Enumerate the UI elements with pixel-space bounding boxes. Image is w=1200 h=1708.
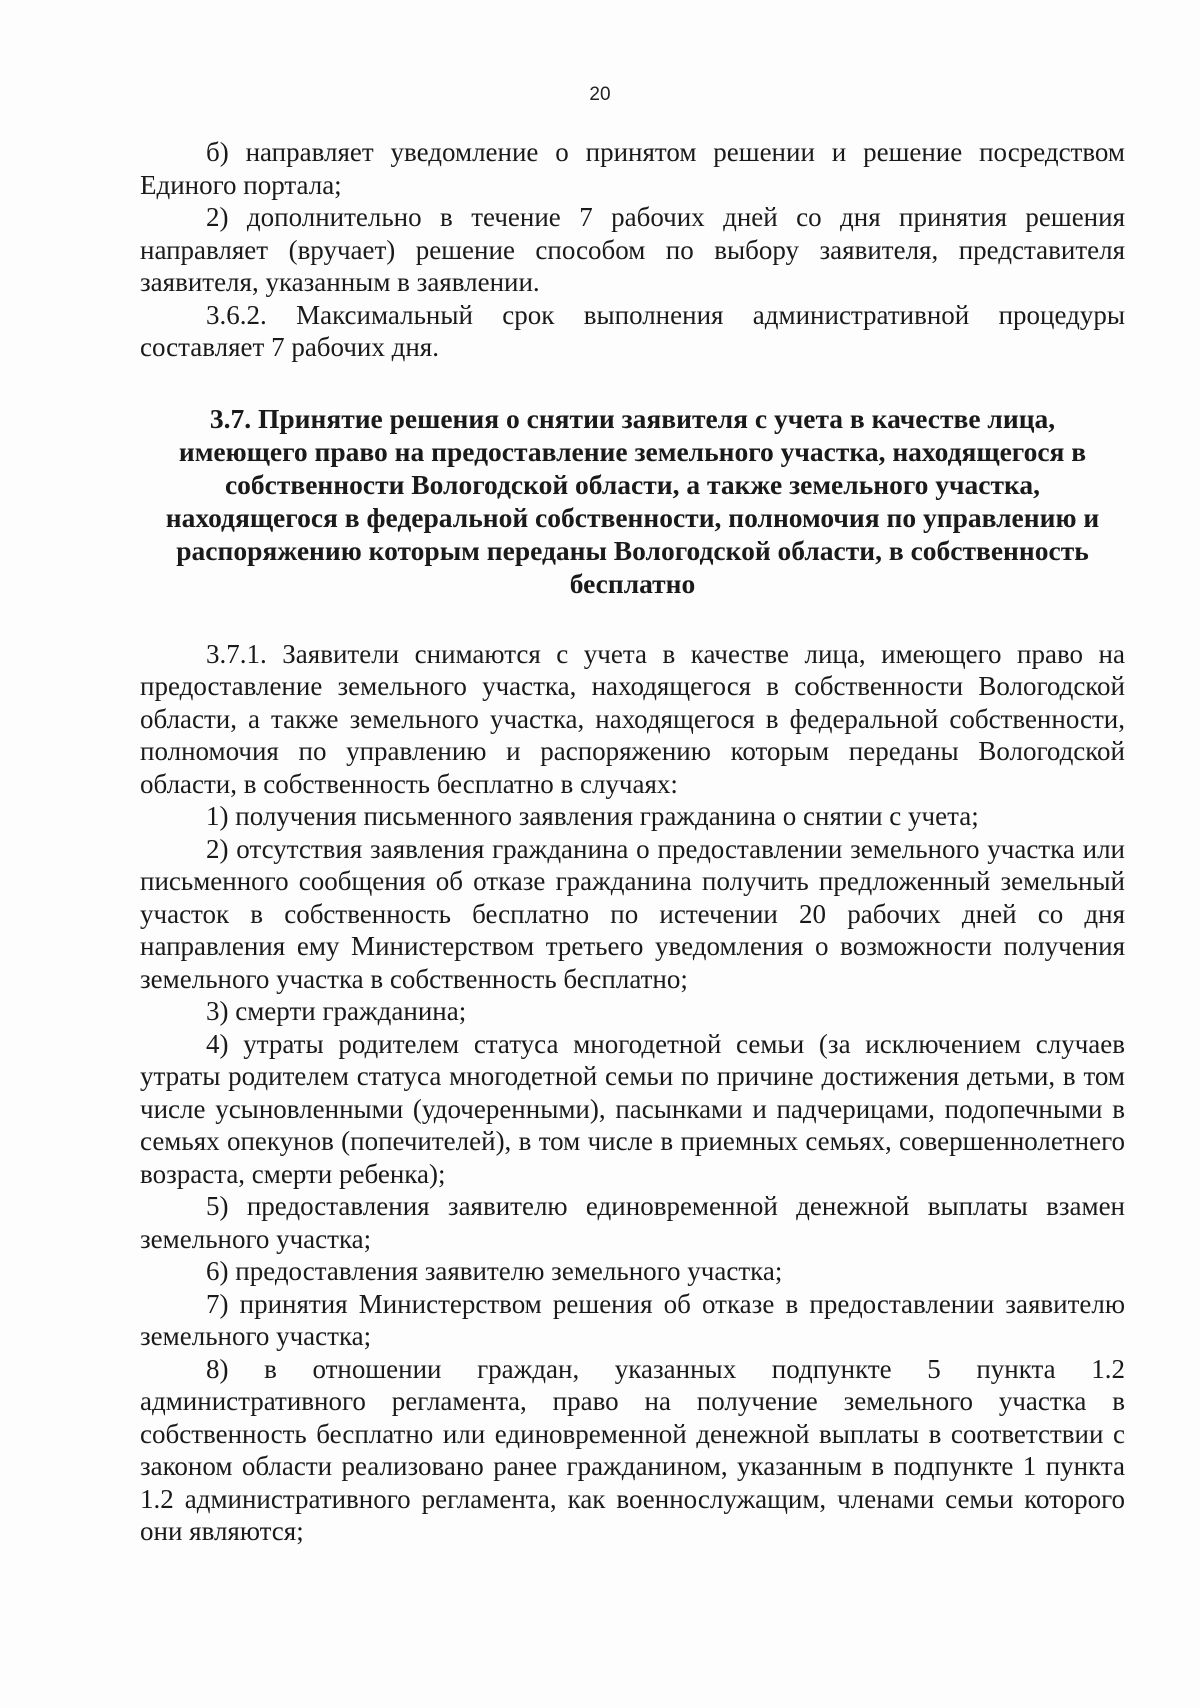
page-number: 20: [589, 84, 611, 105]
list-item-1: 1) получения письменного заявления гражданина о снятии с учета;: [206, 801, 979, 831]
section-title: [150, 402, 1115, 600]
list-item-5: 5) предоставления заявителю единовременной денежной выплаты взамен земельного участка;: [140, 1191, 1125, 1254]
section-title-line: бесплатно: [569, 567, 696, 599]
list-item-4: 4) утраты родителем статуса многодетной семьи (за исключением случаев утраты родителем статуса многодетной семьи по причине достижения детьми, в том числе усыновленными (удочеренными), пасынками и падчерицами, подопечными в семьях опекунов (попечителей), в том числе в приемных семьях, совершеннолетнего возраста, смерти ребенка);: [140, 1028, 1125, 1189]
list-item-2: 2) отсутствия заявления гражданина о предоставлении земельного участка или письменного сообщения об отказе гражданина получить предложенный земельный участок в собственность бесплатно по истечении 20 рабочих дней со дня направления ему Министерством третьего уведомления о возможности получения земельного участка в собственность бесплатно;: [140, 833, 1125, 994]
page-content: [140, 136, 1125, 1548]
list-item-3: 3) смерти гражданина;: [206, 996, 467, 1026]
paragraph-additional-delivery: 2) дополнительно в течение 7 рабочих дней со дня принятия решения направляет (вручает) решение способом по выбору заявителя, представителя заявителя, указанным в заявлении.: [140, 202, 1125, 297]
section-title-line: 3.7. Принятие решения о снятии заявителя с учета в качестве лица,: [209, 402, 1056, 434]
paragraph-max-term: 3.6.2. Максимальный срок выполнения административной процедуры составляет 7 рабочих дня.: [140, 299, 1125, 362]
section-title-line: распоряжению которым переданы Вологодской области, в собственность: [176, 534, 1089, 566]
section-title-line: собственности Вологодской области, а также земельного участка,: [224, 468, 1041, 500]
list-item-6: 6) предоставления заявителю земельного участка;: [206, 1256, 783, 1286]
paragraph-3-7-1: 3.7.1. Заявители снимаются с учета в качестве лица, имеющего право на предоставление земельного участка, находящегося в собственности Вологодской области, а также земельного участка, находящегося в федеральной собственности, полномочия по управлению и распоряжению которым переданы Вологодской области, в собственность бесплатно в случаях:: [140, 638, 1125, 799]
section-title-line: имеющего право на предоставление земельного участка, находящегося в: [178, 435, 1087, 467]
section-title-line: находящегося в федеральной собственности, полномочия по управлению и: [165, 501, 1100, 533]
paragraph-notification: б) направляет уведомление о принятом решении и решение посредством Единого портала;: [140, 137, 1125, 200]
list-item-7: 7) принятия Министерством решения об отказе в предоставлении заявителю земельного участка;: [140, 1288, 1125, 1351]
list-item-8: 8) в отношении граждан, указанных подпункте 5 пункта 1.2 административного регламента, право на получение земельного участка в собственность бесплатно или единовременной денежной выплаты в соответствии с законом области реализовано ранее гражданином, указанным в подпункте 1 пункта 1.2 административного регламента, как военнослужащим, членами семьи которого они являются;: [140, 1353, 1125, 1546]
